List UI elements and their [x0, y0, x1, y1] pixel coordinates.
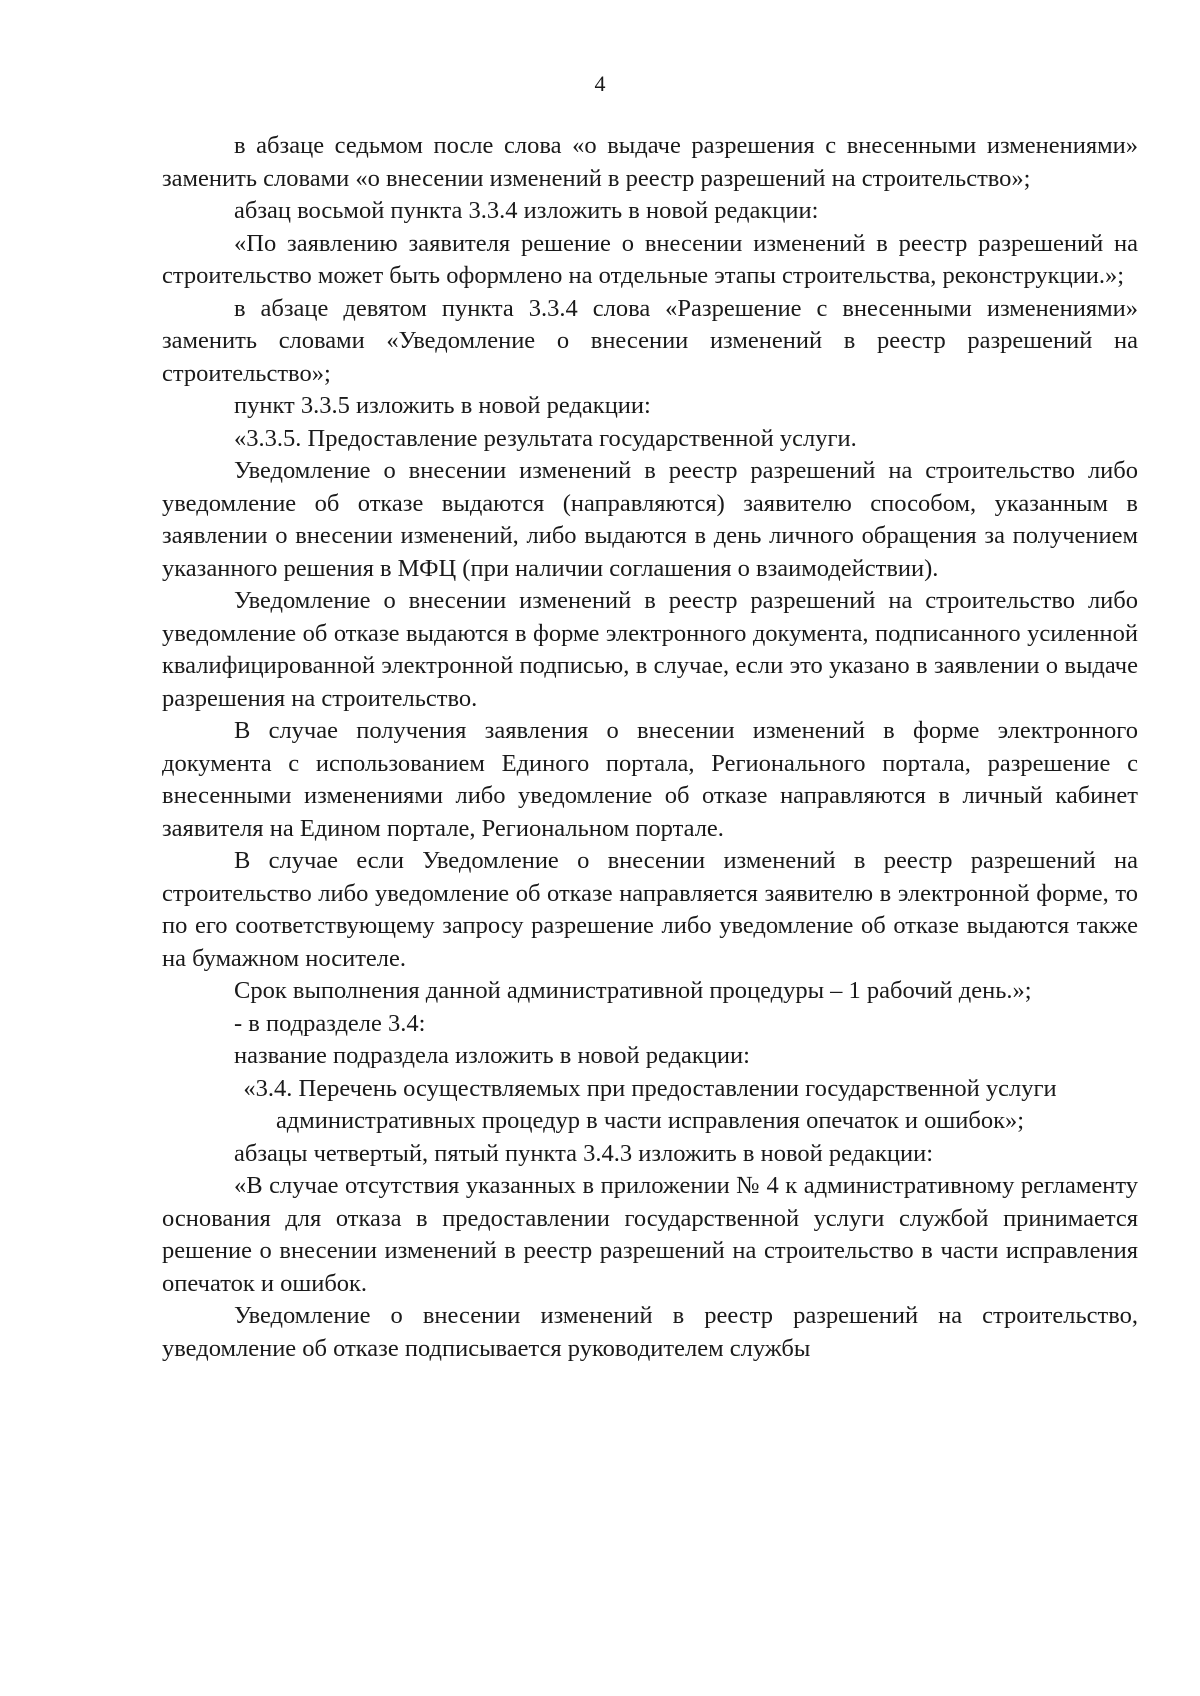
paragraph: Уведомление о внесении изменений в реестр разрешений на строительство либо уведомление об отказе выдаются в форме электронного документа, подписанного усиленной квалифицированной электронной подписью, в случае, если это указано в заявлении о выдаче разрешения на строительство.: [162, 587, 1138, 712]
paragraph: пункт 3.3.5 изложить в новой редакции:: [234, 392, 651, 419]
document-body: [162, 130, 1138, 1365]
subsection-title: «3.4. Перечень осуществляемых при предоставлении государственной услуги административных процедур в части исправления опечаток и ошибок»;: [243, 1074, 1057, 1134]
paragraph: «В случае отсутствия указанных в приложении № 4 к административному регламенту основания для отказа в предоставлении государственной услуги службой принимается решение о внесении изменений в реестр разрешений на строительство в части исправления опечаток и ошибок.: [162, 1172, 1138, 1297]
paragraph: название подраздела изложить в новой редакции:: [234, 1042, 750, 1069]
paragraph: в абзаце седьмом после слова «о выдаче разрешения с внесенными изменениями» заменить словами «о внесении изменений в реестр разрешений на строительство»;: [162, 132, 1138, 192]
paragraph: абзац восьмой пункта 3.3.4 изложить в новой редакции:: [234, 197, 819, 224]
paragraph: абзацы четвертый, пятый пункта 3.4.3 изложить в новой редакции:: [234, 1139, 934, 1167]
paragraph: Уведомление о внесении изменений в реестр разрешений на строительство, уведомление об отказе подписывается руководителем службы: [162, 1302, 1138, 1362]
paragraph: - в подразделе 3.4:: [234, 1009, 426, 1037]
paragraph: «По заявлению заявителя решение о внесении изменений в реестр разрешений на строительство может быть оформлено на отдельные этапы строительства, реконструкции.»;: [162, 229, 1138, 289]
paragraph: В случае если Уведомление о внесении изменений в реестр разрешений на строительство либо уведомление об отказе направляется заявителю в электронной форме, то по его соответствующему запросу разрешение либо уведомление об отказе выдаются также на бумажном носителе.: [162, 847, 1138, 972]
paragraph: Уведомление о внесении изменений в реестр разрешений на строительство либо уведомление об отказе выдаются (направляются) заявителю способом, указанным в заявлении о внесении изменений, либо выдаются в день личного обращения за получением указанного решения в МФЦ (при наличии соглашения о взаимодействии).: [162, 457, 1138, 582]
page-number: 4: [594, 71, 606, 96]
paragraph: Срок выполнения данной административной процедуры – 1 рабочий день.»;: [234, 977, 1032, 1004]
paragraph: «3.3.5. Предоставление результата государственной услуги.: [234, 424, 857, 452]
paragraph: в абзаце девятом пункта 3.3.4 слова «Разрешение с внесенными изменениями» заменить словами «Уведомление о внесении изменений в реестр разрешений на строительство»;: [162, 294, 1138, 387]
paragraph: В случае получения заявления о внесении изменений в форме электронного документа с использованием Единого портала, Регионального портала, разрешение с внесенными изменениями либо уведомление об отказе направляются в личный кабинет заявителя на Едином портале, Региональном портале.: [162, 717, 1138, 842]
